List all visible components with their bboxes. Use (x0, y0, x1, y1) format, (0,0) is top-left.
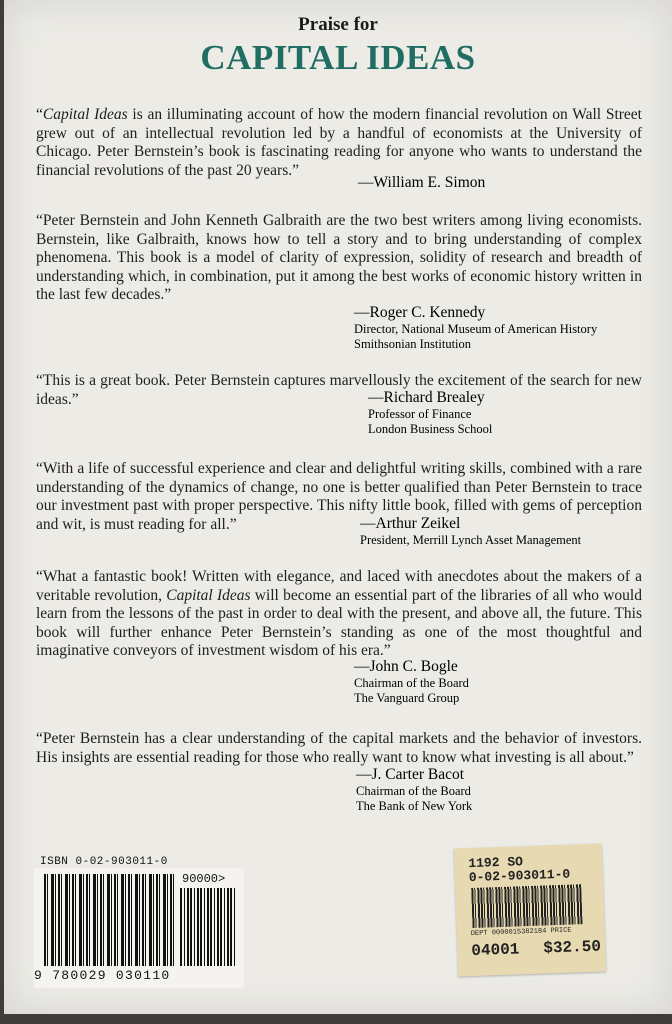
sticker-barcode (471, 884, 582, 928)
sticker-dept-line: DEPT 0000015382184 PRICE (470, 926, 572, 939)
author-affiliation: The Bank of New York (356, 799, 473, 813)
attribution-zeikel (360, 515, 581, 548)
quote-text: “Capital Ideas is an illuminating account of how the modern financial revolution on Wall Street grew out of an intellectual revolution led by a handful of economists at the University of Chicago. Peter Bernstein’s book is fascinating reading for anyone who wants to understand the financial revolutions of the past 20 years.” (36, 106, 642, 179)
isbn-label: ISBN 0-02-903011-0 (40, 856, 168, 868)
sticker-price: $32.50 (543, 937, 602, 958)
book-title: CAPITAL IDEAS (200, 38, 476, 77)
author-role: Chairman of the Board (356, 784, 471, 798)
barcode-ean-number: 9 780029 030110 (34, 968, 171, 983)
barcode-bars-main (44, 874, 174, 966)
cover-header (4, 14, 672, 78)
price-sticker (454, 843, 606, 976)
author-name: —Arthur Zeikel (360, 515, 461, 532)
quote-brealey (36, 372, 642, 409)
sticker-dept-code: 04001 (471, 940, 520, 961)
author-name: —J. Carter Bacot (356, 766, 465, 783)
quote-text: “Peter Bernstein has a clear understanding of the capital markets and the behavior of investors. His insights are essential reading for those who really want to know what investing is all about.” (36, 730, 642, 766)
attribution-simon (358, 174, 485, 192)
sticker-isbn-line: 0-02-903011-0 (468, 866, 571, 886)
quote-simon (36, 106, 642, 180)
quote-text: “Peter Bernstein and John Kenneth Galbraith are the two best writers among living economists. Bernstein, like Galbraith, knows how to tell a story and to bring understanding of complex phenomena. This book is a model of clarity of expression, solidity of research and breadth of understanding which, in combination, put it among the best works of economic history written in the last few decades.” (36, 212, 642, 304)
quote-text: “What a fantastic book! Written with elegance, and laced with anecdotes about the makers of a veritable revolution, Capital Ideas will become an essential part of the libraries of all who would learn from the lessons of the past in order to deal with the present, and above all, the future. This book will further enhance Peter Bernstein’s standing as one of the most thoughtful and imaginative conveyors of investment wisdom of his era.” (36, 568, 642, 660)
barcode-bars-addon (180, 888, 236, 966)
author-affiliation: Smithsonian Institution (354, 337, 472, 351)
attribution-bacot (356, 766, 472, 814)
author-role: Chairman of the Board (354, 676, 469, 690)
quote-kennedy (36, 212, 642, 305)
author-role: President, Merrill Lynch Asset Management (360, 533, 582, 547)
attribution-bogle (354, 658, 469, 706)
attribution-kennedy (354, 304, 597, 352)
author-name: —John C. Bogle (354, 658, 458, 675)
author-role: Director, National Museum of American History (354, 322, 598, 336)
quote-bacot (36, 730, 642, 767)
author-name: —Roger C. Kennedy (354, 304, 486, 321)
author-role: Professor of Finance (368, 407, 472, 421)
author-affiliation: The Vanguard Group (354, 691, 460, 705)
author-name: —Richard Brealey (368, 389, 485, 406)
isbn-barcode (34, 868, 244, 988)
quote-text: “This is a great book. Peter Bernstein captures marvellously the excitement of the search for new ideas.” (36, 372, 642, 408)
sticker-code-line: 1192 SO (468, 854, 524, 872)
quote-bogle (36, 568, 642, 661)
barcode-addon-number: 90000> (182, 872, 226, 886)
praise-heading: Praise for (298, 14, 378, 35)
book-back-cover (4, 0, 672, 1014)
author-name: —William E. Simon (358, 174, 486, 191)
quote-text: “With a life of successful experience and clear and delightful writing skills, combined with a rare understanding of the dynamics of change, no one is better qualified than Peter Bernstein to trace our investment past with proper perspective. This nifty little book, filled with gems of perception and wit, is must reading for all.” (36, 460, 642, 533)
author-affiliation: London Business School (368, 422, 493, 436)
attribution-brealey (368, 389, 492, 437)
